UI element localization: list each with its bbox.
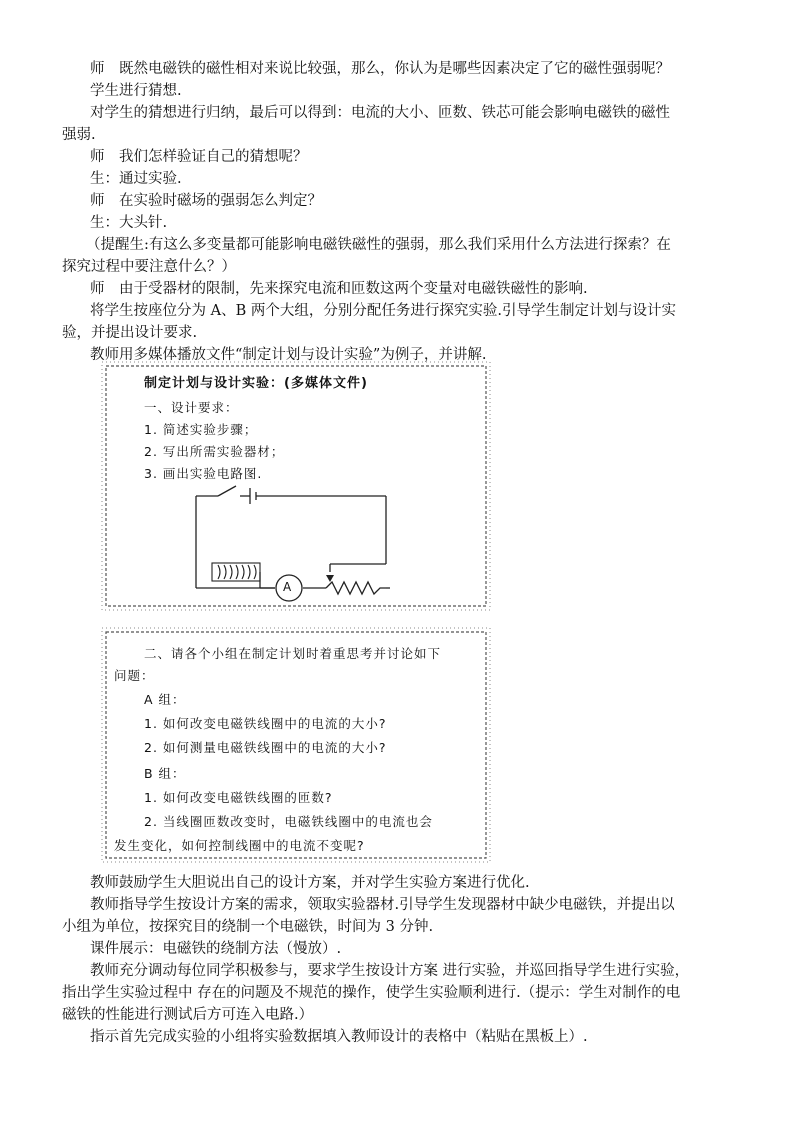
paragraph-line: 教师用多媒体播放文件“制定计划与设计实验”为例子，并讲解. <box>90 347 487 363</box>
paragraph-line: 师 在实验时磁场的强弱怎么判定？ <box>90 193 322 209</box>
paragraph-line: 指出学生实验过程中 存在的问题及不规范的操作，使学生实验顺利进行.（提示：学生对制作的电 <box>62 985 681 1001</box>
requirement-item: 3. 画出实验电路图. <box>144 466 263 481</box>
group-b-label: B 组： <box>144 766 186 781</box>
frame-section: 一、设计要求： <box>144 400 239 415</box>
circuit-diagram <box>100 360 492 612</box>
group-a-label: A 组： <box>144 692 186 707</box>
paragraph-line: 将学生按座位分为 A、B 两个大组，分别分配任务进行探究实验.引导学生制定计划与设计实 <box>90 303 676 319</box>
paragraph-line: 探究过程中要注意什么？） <box>62 259 236 275</box>
group-a-question: 1. 如何改变电磁铁线圈中的电流的大小? <box>144 716 387 731</box>
frame-title: 制定计划与设计实验：(多媒体文件) <box>144 376 368 391</box>
coil-windings <box>218 565 256 579</box>
group-b-question-cont: 发生变化，如何控制线圈中的电流不变呢? <box>114 838 365 853</box>
paragraph-line: 生：大头针. <box>90 215 168 231</box>
paragraph-line: 指示首先完成实验的小组将实验数据填入教师设计的表格中（粘贴在黑板上）. <box>90 1029 588 1045</box>
paragraph-line: 课件展示：电磁铁的绕制方法（慢放）. <box>90 941 342 957</box>
paragraph-line: 磁铁的性能进行测试后方可连入电路.） <box>62 1007 314 1023</box>
discussion-intro: 二、请各个小组在制定计划时着重思考并讨论如下 <box>144 646 442 661</box>
paragraph-line: 师 既然电磁铁的磁性相对来说比较强，那么，你认为是哪些因素决定了它的磁性强弱呢？ <box>90 61 670 77</box>
multimedia-frame <box>100 360 492 612</box>
paragraph-line: 教师充分调动每位同学积极参与，要求学生按设计方案 进行实验，并巡回指导学生进行实验， <box>90 963 690 979</box>
paragraph-line: （提醒生:有这么多变量都可能影响电磁铁磁性的强弱，那么我们采用什么方法进行探索？在 <box>86 237 671 253</box>
paragraph-line: 师 我们怎样验证自己的猜想呢？ <box>90 149 308 165</box>
requirement-item: 1. 简述实验步骤； <box>144 422 258 437</box>
discussion-intro-cont: 问题： <box>114 668 155 683</box>
paragraph-line: 对学生的猜想进行归纳，最后可以得到：电流的大小、匝数、铁芯可能会影响电磁铁的磁性 <box>90 105 670 121</box>
requirement-item: 2. 写出所需实验器材； <box>144 444 285 459</box>
paragraph-line: 验，并提出设计要求. <box>62 325 198 341</box>
group-a-question: 2. 如何测量电磁铁线圈中的电流的大小? <box>144 740 387 755</box>
ammeter-label: A <box>283 580 292 594</box>
paragraph-line: 小组为单位，按探究目的绕制一个电磁铁，时间为 3 分钟. <box>62 919 434 935</box>
paragraph-line: 教师鼓励学生大胆说出自己的设计方案，并对学生实验方案进行优化. <box>90 875 530 891</box>
group-b-question: 2. 当线圈匝数改变时，电磁铁线圈中的电流也会 <box>144 814 433 829</box>
paragraph-line: 师 由于受器材的限制，先来探究电流和匝数这两个变量对电磁铁磁性的影响. <box>90 281 588 297</box>
paragraph-line: 学生进行猜想. <box>90 83 182 99</box>
paragraph-line: 生：通过实验. <box>90 171 182 187</box>
group-b-question: 1. 如何改变电磁铁线圈的匝数? <box>144 790 333 805</box>
paragraph-line: 强弱. <box>62 127 96 143</box>
discussion-frame <box>100 626 492 864</box>
paragraph-line: 教师指导学生按设计方案的需求，领取实验器材.引导学生发现器材中缺少电磁铁，并提出以 <box>90 897 675 913</box>
